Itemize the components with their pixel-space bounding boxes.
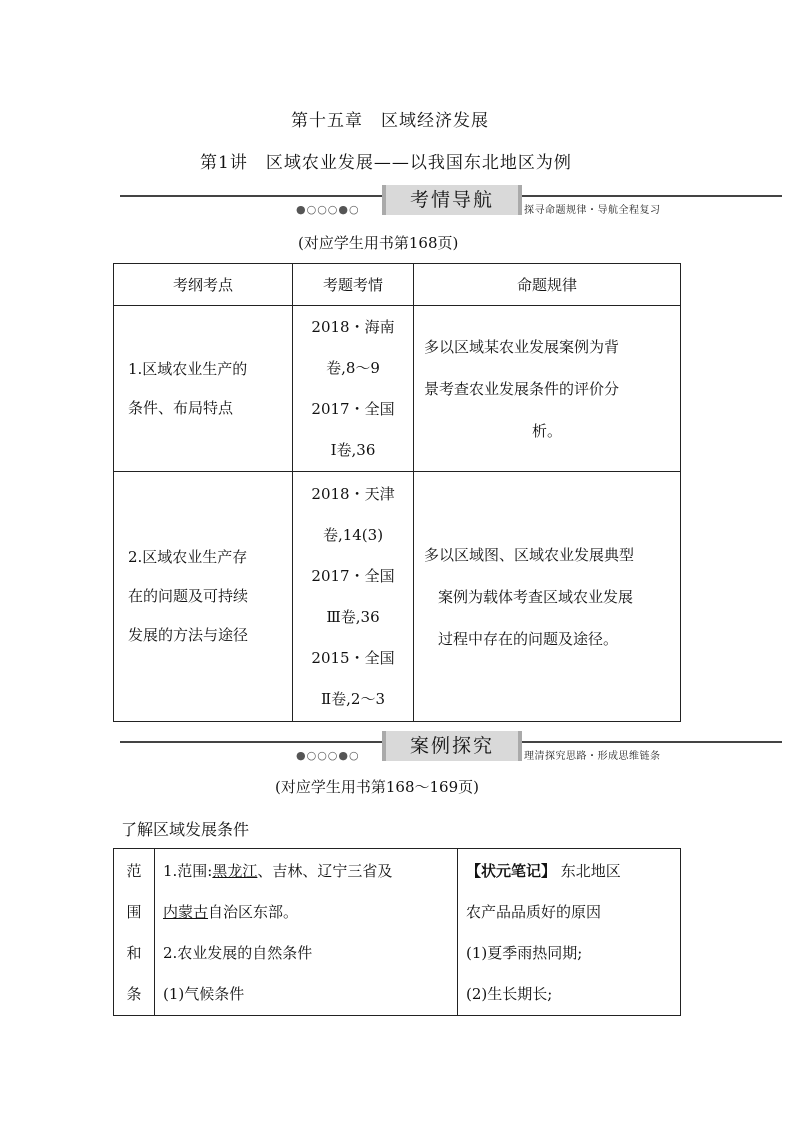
section-banner-exam-guide xyxy=(120,189,782,219)
question-pattern-cell xyxy=(414,472,681,722)
cell-line: 1.区域农业生产的 xyxy=(128,359,248,378)
cell-line: 案例为载体考查区域农业发展 xyxy=(438,587,634,606)
exam-record-cell xyxy=(293,472,414,722)
page-reference: (对应学生用书第168页) xyxy=(298,234,459,252)
syllabus-point-cell xyxy=(114,306,293,472)
exam-record-cell xyxy=(293,306,414,472)
scope-middle: 、吉林、辽宁三省及 xyxy=(257,862,393,880)
section-heading: 了解区域发展条件 xyxy=(121,820,250,839)
chapter-title: 第十五章 区域经济发展 xyxy=(291,111,489,131)
cell-line: Ⅱ卷,2～3 xyxy=(320,689,386,708)
cell-line: 卷,8～9 xyxy=(326,358,380,377)
banner-tagline: 理清探究思路・形成思维链条 xyxy=(524,751,661,762)
side-label-cell xyxy=(114,849,155,1016)
table-row xyxy=(114,472,681,722)
cell-line: 析。 xyxy=(531,421,562,440)
note-item: (2)生长期长; xyxy=(466,985,553,1003)
section-banner-case-study xyxy=(120,735,782,765)
conditions-cell xyxy=(155,849,458,1016)
banner-dots: ●○○○●○ xyxy=(296,749,360,762)
cell-line: 2.区域农业生产存 xyxy=(128,548,248,566)
cell-line: 2017・全国 xyxy=(311,399,395,418)
lesson-title: 第1讲 区域农业发展——以我国东北地区为例 xyxy=(200,153,572,173)
note-title-line xyxy=(466,851,680,892)
exam-overview-table xyxy=(113,263,681,722)
column-header: 考纲考点 xyxy=(114,264,293,306)
place-inner-mongolia: 内蒙古 xyxy=(163,903,209,921)
table-row xyxy=(114,849,681,1016)
scope-line-2 xyxy=(163,892,453,933)
development-conditions-table xyxy=(113,848,681,1016)
cell-line: 多以区域某农业发展案例为背 xyxy=(424,337,620,356)
scope-suffix: 自治区东部。 xyxy=(208,903,299,921)
cell-line: 2018・海南 xyxy=(311,317,395,336)
banner-label: 案例探究 xyxy=(382,731,522,761)
banner-tagline: 探寻命题规律・导航全程复习 xyxy=(524,205,661,216)
cell-line: 条件、布局特点 xyxy=(128,398,234,417)
cell-line: 2018・天津 xyxy=(311,484,395,503)
table-row xyxy=(114,306,681,472)
cell-line: 卷,14(3) xyxy=(322,525,384,544)
banner-dots: ●○○○●○ xyxy=(296,203,360,216)
page-reference: (对应学生用书第168～169页) xyxy=(275,778,479,796)
cell-line: Ⅲ卷,36 xyxy=(326,607,380,626)
banner-label: 考情导航 xyxy=(382,185,522,215)
cell-line: 景考查农业发展条件的评价分 xyxy=(424,379,620,398)
cell-line: Ⅰ卷,36 xyxy=(330,440,376,459)
cell-line: 过程中存在的问题及途径。 xyxy=(438,629,619,648)
note-tag: 【状元笔记】 xyxy=(466,862,557,880)
cell-line: 2017・全国 xyxy=(311,566,395,585)
cell-line: 多以区域图、区域农业发展典型 xyxy=(424,545,635,564)
table-header-row xyxy=(114,264,681,306)
note-item: (1)夏季雨热同期; xyxy=(466,944,583,962)
syllabus-point-cell xyxy=(114,472,293,722)
scope-line xyxy=(163,851,453,892)
note-title-cont: 农产品品质好的原因 xyxy=(466,903,602,921)
natural-conditions-heading: 2.农业发展的自然条件 xyxy=(163,944,313,962)
climate-conditions-item: (1)气候条件 xyxy=(163,985,245,1003)
cell-line: 2015・全国 xyxy=(311,648,395,667)
side-char: 条 xyxy=(126,985,142,1003)
note-title: 东北地区 xyxy=(556,862,621,880)
question-pattern-cell xyxy=(414,306,681,472)
cell-line: 在的问题及可持续 xyxy=(128,587,249,605)
column-header: 考题考情 xyxy=(293,264,414,306)
scope-prefix: 1.范围: xyxy=(163,862,213,880)
place-heilongjiang: 黑龙江 xyxy=(212,862,258,880)
side-char: 范 xyxy=(126,862,142,880)
column-header: 命题规律 xyxy=(414,264,681,306)
side-char: 和 xyxy=(126,944,142,962)
side-char: 围 xyxy=(126,903,142,921)
cell-line: 发展的方法与途径 xyxy=(128,626,249,644)
top-student-note-cell xyxy=(458,849,681,1016)
